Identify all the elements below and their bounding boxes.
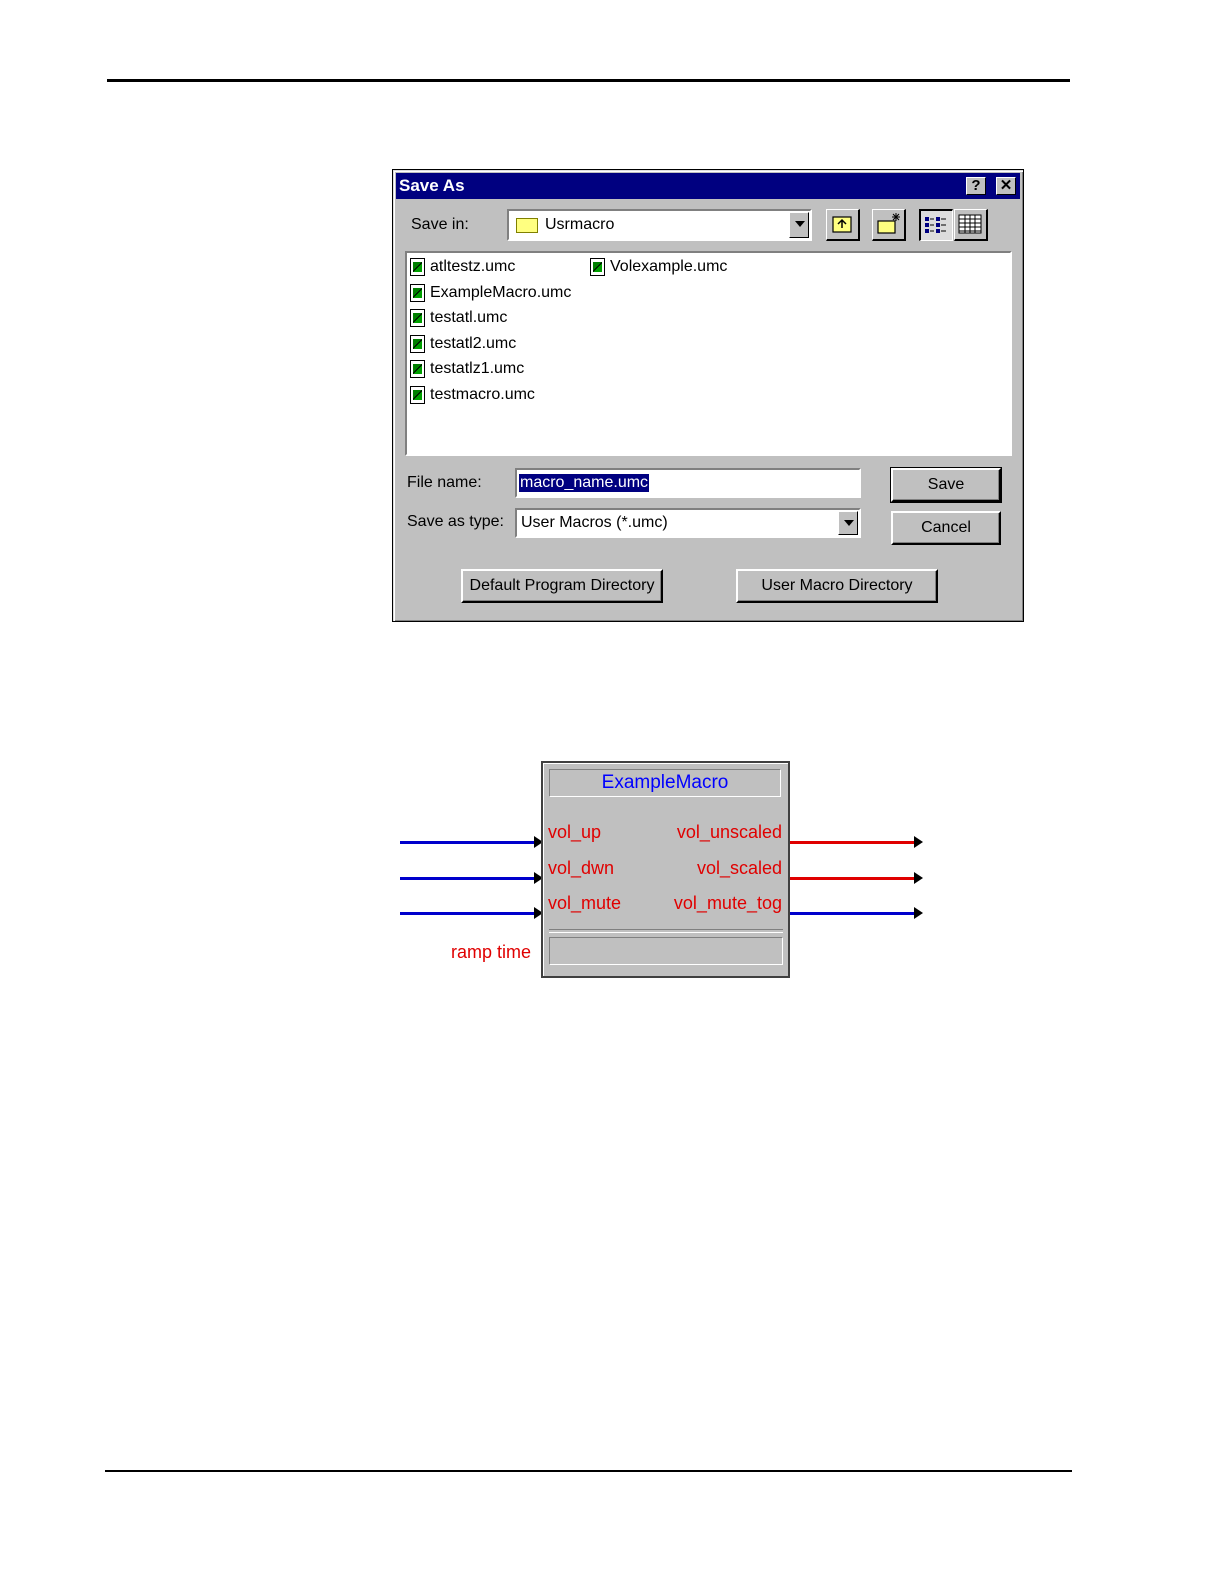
save-as-dialog	[392, 169, 1024, 622]
output-pin-vol-unscaled[interactable]: vol_unscaled	[676, 822, 782, 842]
input-wire-vol-dwn	[400, 877, 536, 880]
input-wire-vol-up	[400, 841, 536, 844]
file-item[interactable]: testatlz1.umc	[410, 358, 524, 380]
parameter-field[interactable]	[549, 937, 783, 965]
macro-block[interactable]	[541, 761, 790, 978]
output-wire-vol-scaled	[790, 877, 915, 880]
dialog-titlebar[interactable]	[396, 173, 1020, 199]
dialog-title: Save As	[399, 176, 465, 195]
new-folder-button[interactable]	[872, 209, 906, 241]
macro-file-icon	[410, 360, 425, 378]
output-wire-vol-unscaled	[790, 841, 915, 844]
save-in-value: Usrmacro	[545, 216, 615, 233]
file-item[interactable]: atltestz.umc	[410, 256, 515, 278]
folder-icon	[516, 218, 538, 233]
file-item[interactable]: ExampleMacro.umc	[410, 282, 571, 304]
macro-file-icon	[590, 258, 605, 276]
file-name-field[interactable]	[515, 468, 861, 498]
input-wire-vol-mute	[400, 912, 536, 915]
output-pin-vol-scaled[interactable]: vol_scaled	[696, 858, 782, 878]
input-pin-vol-mute[interactable]: vol_mute	[548, 893, 622, 913]
details-view-button[interactable]	[954, 209, 988, 241]
parameter-label: ramp time	[451, 942, 532, 962]
output-pin-vol-mute-tog[interactable]: vol_mute_tog	[673, 893, 782, 913]
save-in-dropdown-arrow[interactable]	[789, 212, 809, 238]
file-item[interactable]: testatl2.umc	[410, 333, 516, 355]
up-one-level-button[interactable]	[826, 209, 860, 241]
macro-separator	[549, 929, 783, 933]
new-folder-icon	[873, 210, 903, 238]
details-view-icon	[955, 210, 985, 238]
footer-rule	[105, 1470, 1072, 1472]
close-button[interactable]: ✕	[996, 177, 1016, 195]
list-view-button[interactable]	[919, 209, 953, 241]
save-button[interactable]: Save	[891, 468, 1001, 502]
output-wire-vol-mute-tog	[790, 912, 915, 915]
input-pin-vol-up[interactable]: vol_up	[548, 822, 602, 842]
macro-file-icon	[410, 284, 425, 302]
save-as-type-value: User Macros (*.umc)	[521, 514, 668, 531]
file-name-value: macro_name.umc	[520, 474, 649, 491]
save-as-type-dropdown-arrow[interactable]	[838, 511, 858, 535]
macro-title: ExampleMacro	[549, 769, 781, 797]
output-arrow-icon	[914, 872, 923, 884]
cancel-button[interactable]: Cancel	[891, 511, 1001, 545]
header-rule	[107, 79, 1070, 82]
macro-file-icon	[410, 258, 425, 276]
save-as-type-combo[interactable]	[515, 508, 861, 538]
file-item[interactable]: testmacro.umc	[410, 384, 535, 406]
help-button[interactable]: ?	[966, 177, 986, 195]
save-as-type-label: Save as type:	[407, 513, 504, 530]
macro-file-icon	[410, 335, 425, 353]
macro-file-icon	[410, 309, 425, 327]
up-folder-icon	[827, 210, 857, 238]
macro-file-icon	[410, 386, 425, 404]
file-item[interactable]: Volexample.umc	[590, 256, 727, 278]
save-in-label: Save in:	[411, 216, 469, 233]
list-view-icon	[921, 211, 951, 239]
output-arrow-icon	[914, 836, 923, 848]
file-list[interactable]	[405, 251, 1012, 456]
file-item[interactable]: testatl.umc	[410, 307, 507, 329]
input-pin-vol-dwn[interactable]: vol_dwn	[548, 858, 615, 878]
file-name-label: File name:	[407, 474, 482, 491]
user-macro-directory-button[interactable]: User Macro Directory	[736, 569, 938, 603]
save-in-combo[interactable]	[507, 209, 812, 241]
default-program-directory-button[interactable]: Default Program Directory	[461, 569, 663, 603]
output-arrow-icon	[914, 907, 923, 919]
